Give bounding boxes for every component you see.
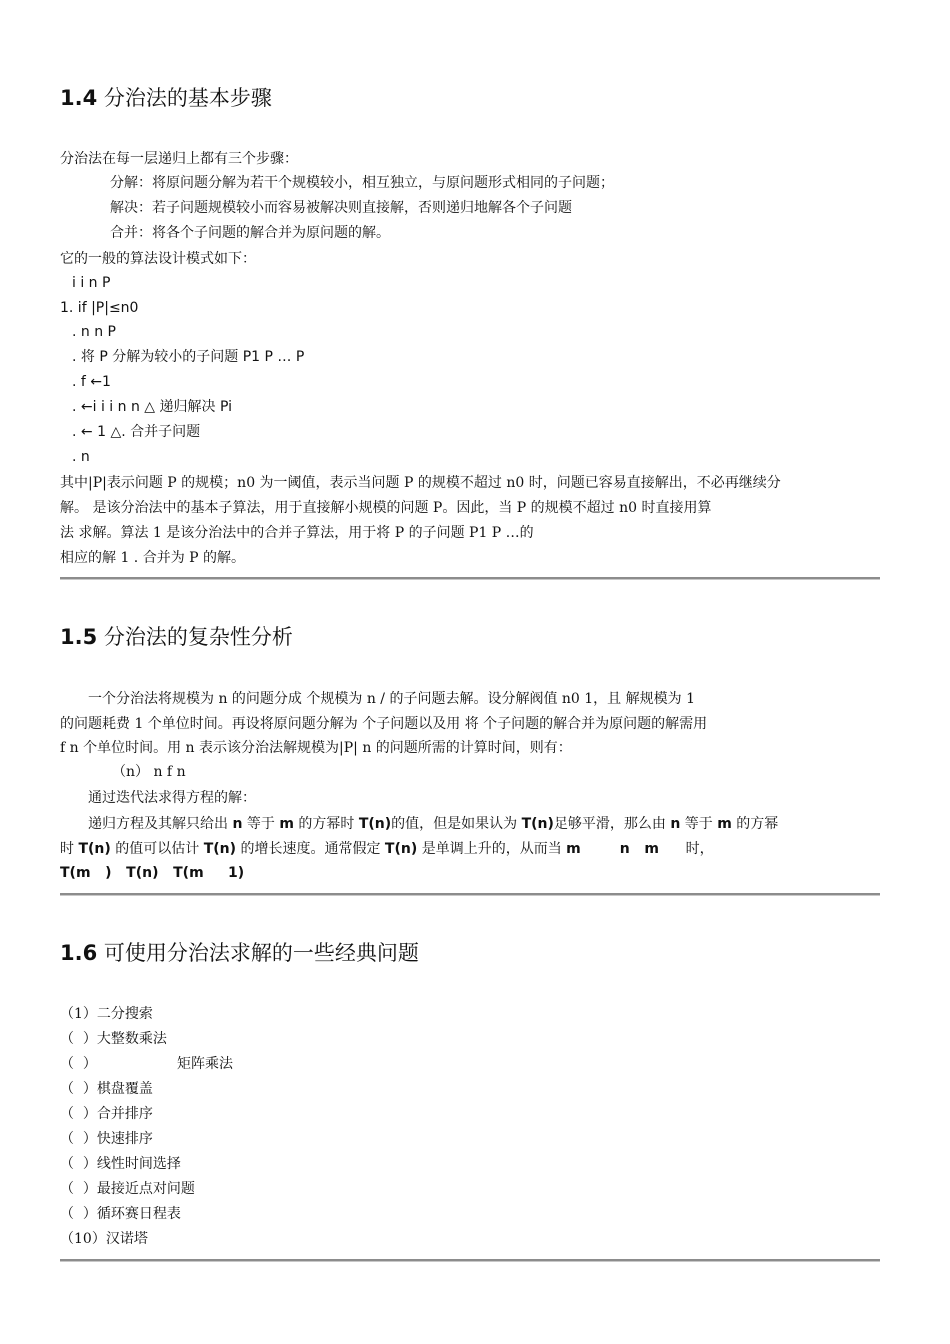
problem-item: （ ）棋盘覆盖 xyxy=(60,1081,153,1097)
problem-item: （ ）最接近点对问题 xyxy=(60,1181,195,1197)
problem-item: （ ）线性时间选择 xyxy=(60,1156,181,1172)
smoothness-line-1: 递归方程及其解只给出 n 等于 m 的方幂时 T(n)的值，但是如果认为 T(n)足够平滑，那么由 n 等于 m 的方幂 xyxy=(88,816,779,832)
section-number: 1.4 xyxy=(60,86,98,110)
problem-item: （ ）快速排序 xyxy=(60,1131,153,1147)
section-number: 1.5 xyxy=(60,625,98,649)
section-divider xyxy=(60,893,880,896)
explain-line: 其中|P|表示问题 P 的规模；n0 为一阈值，表示当问题 P 的规模不超过 n0 时，问题已容易直接解出，不必再继续分 xyxy=(60,475,781,491)
section-heading-1-5 xyxy=(60,621,293,651)
step-merge: 合并：将各个子问题的解合并为原问题的解。 xyxy=(110,225,390,241)
explain-line: 解。 是该分治法中的基本子算法，用于直接解小规模的问题 P。因此，当 P 的规模不超过 n0 时直接用算 xyxy=(60,500,712,516)
explain-line: 法 求解。算法 1 是该分治法中的合并子算法，用于将 P 的子问题 P1 P …的 xyxy=(60,525,534,541)
paragraph-line: f n 个单位时间。用 n 表示该分治法解规模为|P| n 的问题所需的计算时间，则有： xyxy=(60,740,572,756)
problem-item: （ ） 矩阵乘法 xyxy=(60,1056,234,1072)
problem-item: （ ）循环赛日程表 xyxy=(60,1206,181,1222)
code-line: i i n P xyxy=(72,275,111,291)
section-divider xyxy=(60,1259,880,1262)
code-line: . n xyxy=(72,449,90,465)
problem-item: （ ）大整数乘法 xyxy=(60,1031,167,1047)
smoothness-line-2: 时 T(n) 的值可以估计 T(n) 的增长速度。通常假定 T(n) 是单调上升的，从而当 m n m 时， xyxy=(60,841,714,857)
code-line: . 将 P 分解为较小的子问题 P1 P … P xyxy=(72,349,305,365)
paragraph-line: 一个分治法将规模为 n 的问题分成 个规模为 n / 的子问题去解。设分解阀值 n0 1，且 解规模为 1 xyxy=(88,691,695,707)
problem-item: （ ）合并排序 xyxy=(60,1106,153,1122)
section-heading-1-4 xyxy=(60,82,272,112)
section-title: 分治法的基本步骤 xyxy=(103,86,272,110)
recurrence-equation: （n） n f n xyxy=(112,764,186,780)
pattern-intro: 它的一般的算法设计模式如下： xyxy=(60,251,256,267)
problem-item: （10）汉诺塔 xyxy=(60,1231,148,1247)
section-heading-1-6 xyxy=(60,937,419,967)
step-solve: 解决：若子问题规模较小而容易被解决则直接解，否则递归地解各个子问题 xyxy=(110,200,572,216)
code-line: . ←i i i n n △ 递归解决 Pi xyxy=(72,399,232,415)
paragraph-line: 的问题耗费 1 个单位时间。再设将原问题分解为 个子问题以及用 将 个子问题的解合并为原问题的解需用 xyxy=(60,716,708,732)
code-line: . n n P xyxy=(72,324,116,340)
steps-intro: 分治法在每一层递归上都有三个步骤： xyxy=(60,151,298,167)
code-line: . f ←1 xyxy=(72,374,111,390)
step-divide: 分解：将原问题分解为若干个规模较小，相互独立，与原问题形式相同的子问题； xyxy=(110,175,614,191)
code-line: 1. if |P|≤n0 xyxy=(60,300,139,316)
smoothness-inequality: T(m ) T(n) T(m 1) xyxy=(60,865,245,881)
problem-item: （1）二分搜索 xyxy=(60,1006,153,1022)
section-title: 分治法的复杂性分析 xyxy=(103,625,293,649)
code-line: . ← 1 △. 合并子问题 xyxy=(72,424,201,440)
iteration-intro: 通过迭代法求得方程的解： xyxy=(88,790,256,806)
section-title: 可使用分治法求解的一些经典问题 xyxy=(103,941,419,965)
section-divider xyxy=(60,577,880,580)
section-number: 1.6 xyxy=(60,941,98,965)
explain-line: 相应的解 1 . 合并为 P 的解。 xyxy=(60,550,246,566)
